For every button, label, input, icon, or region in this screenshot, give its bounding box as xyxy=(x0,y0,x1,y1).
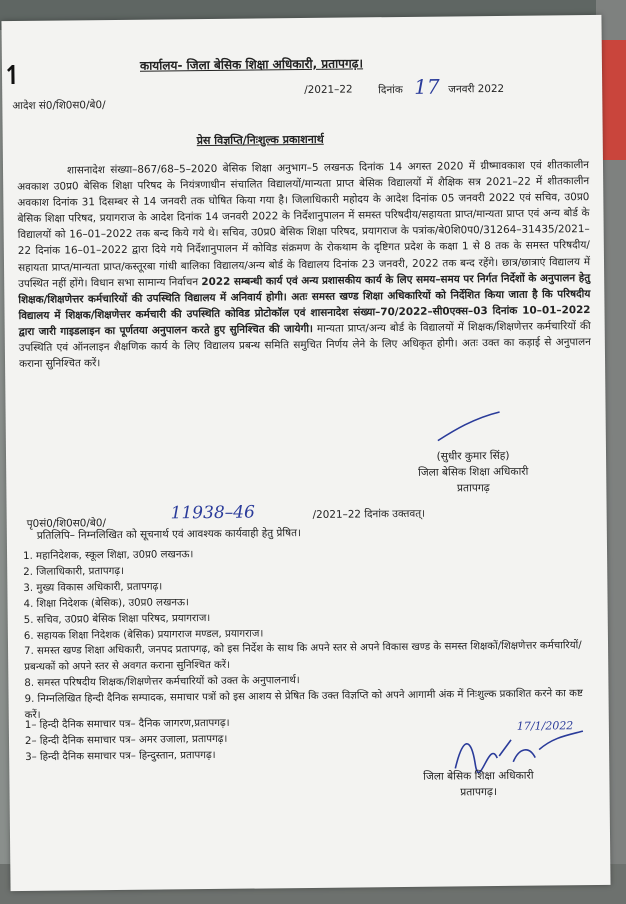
list-item: 9. निम्नलिखित हिन्दी दैनिक सम्पादक, समाचार पत्रों को इस आशय से प्रेषित कि उक्त विज्ञप्ति को अपने आगामी अंक में निःशुल्क प्रकाशित करने का कष्ट करें। xyxy=(24,688,583,722)
endorsement-year-date: /2021–22 दिनांक उक्तवत्। xyxy=(312,507,426,521)
date-label: दिनांक xyxy=(378,83,403,97)
footer-signatory-block xyxy=(403,767,553,801)
list-item: 4. शिक्षा निदेशक (बेसिक), उ0प्र0 लखनऊ। xyxy=(23,596,189,610)
handwritten-date-day: 17 xyxy=(414,74,440,99)
signatory-name: (सुधीर कुमार सिंह) xyxy=(436,449,510,463)
endorsement-intro: प्रतिलिपि– निम्नलिखित को सूचनार्थ एवं आवश्यक कार्यवाही हेतु प्रेषित। xyxy=(36,527,301,542)
signatory-designation: जिला बेसिक शिक्षा अधिकारी xyxy=(417,465,529,479)
press-heading: प्रेस विज्ञप्ति/निःशुल्क प्रकाशनार्थ xyxy=(196,132,324,148)
document-page xyxy=(1,15,610,891)
body-bold-directive: 2022 सम्बन्धी कार्य एवं अन्य प्रशासकीय कार्य के लिए समय–समय पर निर्गत निर्देशों के अनुपालन हेतु शिक्षक/शिक्षणेत्तर कर्मचारियों की उपस्थिति विद्यालय में अनिवार्य होगी। अतः समस्त खण्ड शिक्षा अधिकारियों को निर्देशित किया जाता है कि परिषदीय विद्यालय में शिक्षक/शिक्षणेत्तर कर्मचारी की उपस्थिति कोविड प्रोटोकॉल एवं शासनादेश संख्या–70/2022–सी0एक्स–03 दिनांक 10–01–2022 द्वारा जारी गाइडलाइन का पूर्णतया अनुपालन करते हुए सुनिश्चित की जायेगी। xyxy=(18,271,591,338)
footer-place: प्रतापगढ़। xyxy=(460,786,498,799)
list-item: 7. समस्त खण्ड शिक्षा अधिकारी, जनपद प्रतापगढ़, को इस निर्देश के साथ कि अपने स्तर से अपने विकास खण्ड के समस्त शिक्षकों/शिक्षणेत्तर कर्मचारियों/प्रबन्धकों को अपने स्तर से अवगत कराना सुनिश्चित करें। xyxy=(24,640,582,674)
list-item: 3– हिन्दी दैनिक समाचार पत्र– हिन्दुस्तान, प्रतापगढ़। xyxy=(25,749,216,763)
endorsement-reference: पृ0सं0/शि0स0/बे0/ xyxy=(26,517,106,530)
date-month-year: जनवरी 2022 xyxy=(448,82,505,96)
body-part-2: मान्यता प्राप्त/अन्य बोर्ड के विद्यालयों में शिक्षक/शिक्षणेत्तर कर्मचारियों की उपस्थिति एवं ऑनलाइन शैक्षणिक कार्य के लिए विद्यालय प्रबन्ध समिति समुचित निर्णय लेने के लिए अधिकृत होगी। अतः उक्त का कड़ाई से अनुपालन कराना सुनिश्चित करें। xyxy=(18,319,591,371)
footer-designation: जिला बेसिक शिक्षा अधिकारी xyxy=(423,769,534,783)
signatory-block xyxy=(398,447,548,497)
list-item: 8. समस्त परिषदीय शिक्षक/शिक्षणेत्तर कर्मचारियों को उक्त के अनुपालनार्थ। xyxy=(24,675,300,690)
list-item: 5. सचिव, उ0प्र0 बेसिक शिक्षा परिषद, प्रयागराज। xyxy=(23,612,211,626)
newspaper-list xyxy=(25,716,230,766)
list-item: 2– हिन्दी दैनिक समाचार पत्र– अमर उजाला, प्रतापगढ़। xyxy=(24,733,228,747)
list-item: 1. महानिदेशक, स्कूल शिक्षा, उ0प्र0 लखनऊ। xyxy=(23,549,194,562)
copy-to-list xyxy=(23,543,595,724)
order-number: आदेश सं0/शि0स0/बे0/ xyxy=(12,99,106,113)
list-item: 3. मुख्य विकास अधिकारी, प्रतापगढ़। xyxy=(23,581,163,594)
list-item: 6. सहायक शिक्षा निदेशक (बेसिक) प्रयागराज मण्डल, प्रयागराज। xyxy=(23,627,264,642)
list-item: 1– हिन्दी दैनिक समाचार पत्र– दैनिक जागरण,प्रतापगढ़। xyxy=(24,717,230,731)
background-red-poster xyxy=(600,40,626,160)
body-part-1: शासनादेश संख्या–867/68–5–2020 बेसिक शिक्षा अनुभाग–5 लखनऊ दिनांक 14 अगस्त 2020 में ग्रीष्मावकाश एवं शीतकालीन अवकाश उ0प्र0 बेसिक शिक्षा परिषद के नियंत्रणाधीन संचालित विद्यालयों/मान्यता प्राप्त बेसिक विद्यालयों में शैक्षिक सत्र 2021–22 में शीतकालीन अवकाश दिनांक 31 दिसम्बर से 14 जनवरी तक घोषित किया गया है। जिलाधिकारी महोदय के आदेश दिनांक 05 जनवरी 2022 एवं सचिव, उ0प्र0 बेसिक शिक्षा परिषद, प्रयागराज के आदेश दिनांक 14 जनवरी 2022 के निर्देशानुपालन में समस्त परिषदीय/सहायता प्राप्त/मान्यता प्राप्त एवं अन्य बोर्ड के विद्यालयों को 16–01–2022 तक बन्द किये गये थे। सचिव, उ0प्र0 बेसिक शिक्षा परिषद, प्रयागराज के पत्रांक/बे0शि0प0/31264–31435/2021–22 दिनांक 16–01–2022 द्वारा दिये गये निर्देशानुपालन में कोविड संक्रमण के रोकथाम के दृष्टिगत प्रदेश के कक्षा 1 से 8 तक के समस्त परिषदीय/सहायता प्राप्त/मान्यता प्राप्त/कस्तूरबा गांधी बालिका विद्यालय/अन्य बोर्ड के विद्यालय दिनांक 23 जनवरी, 2022 तक बन्द रहेंगे। छात्र/छात्राएं विद्यालय में उपस्थित नहीं होंगे। विधान सभा सामान्य निर्वाचन xyxy=(17,159,591,290)
handwritten-footer-date: 17/1/2022 xyxy=(516,719,574,733)
office-title: कार्यालय- जिला बेसिक शिक्षा अधिकारी, प्रतापगढ़। xyxy=(139,56,364,73)
year-reference: /2021–22 xyxy=(304,83,353,96)
signature-scribble-upper xyxy=(434,410,504,445)
handwritten-mark: ↿ xyxy=(1,60,24,92)
list-item: 2. जिलाधिकारी, प्रतापगढ़। xyxy=(23,565,125,578)
handwritten-dispatch-number: 11938–46 xyxy=(170,502,255,524)
press-release-body xyxy=(17,157,591,372)
signatory-place: प्रतापगढ़ xyxy=(456,482,490,495)
